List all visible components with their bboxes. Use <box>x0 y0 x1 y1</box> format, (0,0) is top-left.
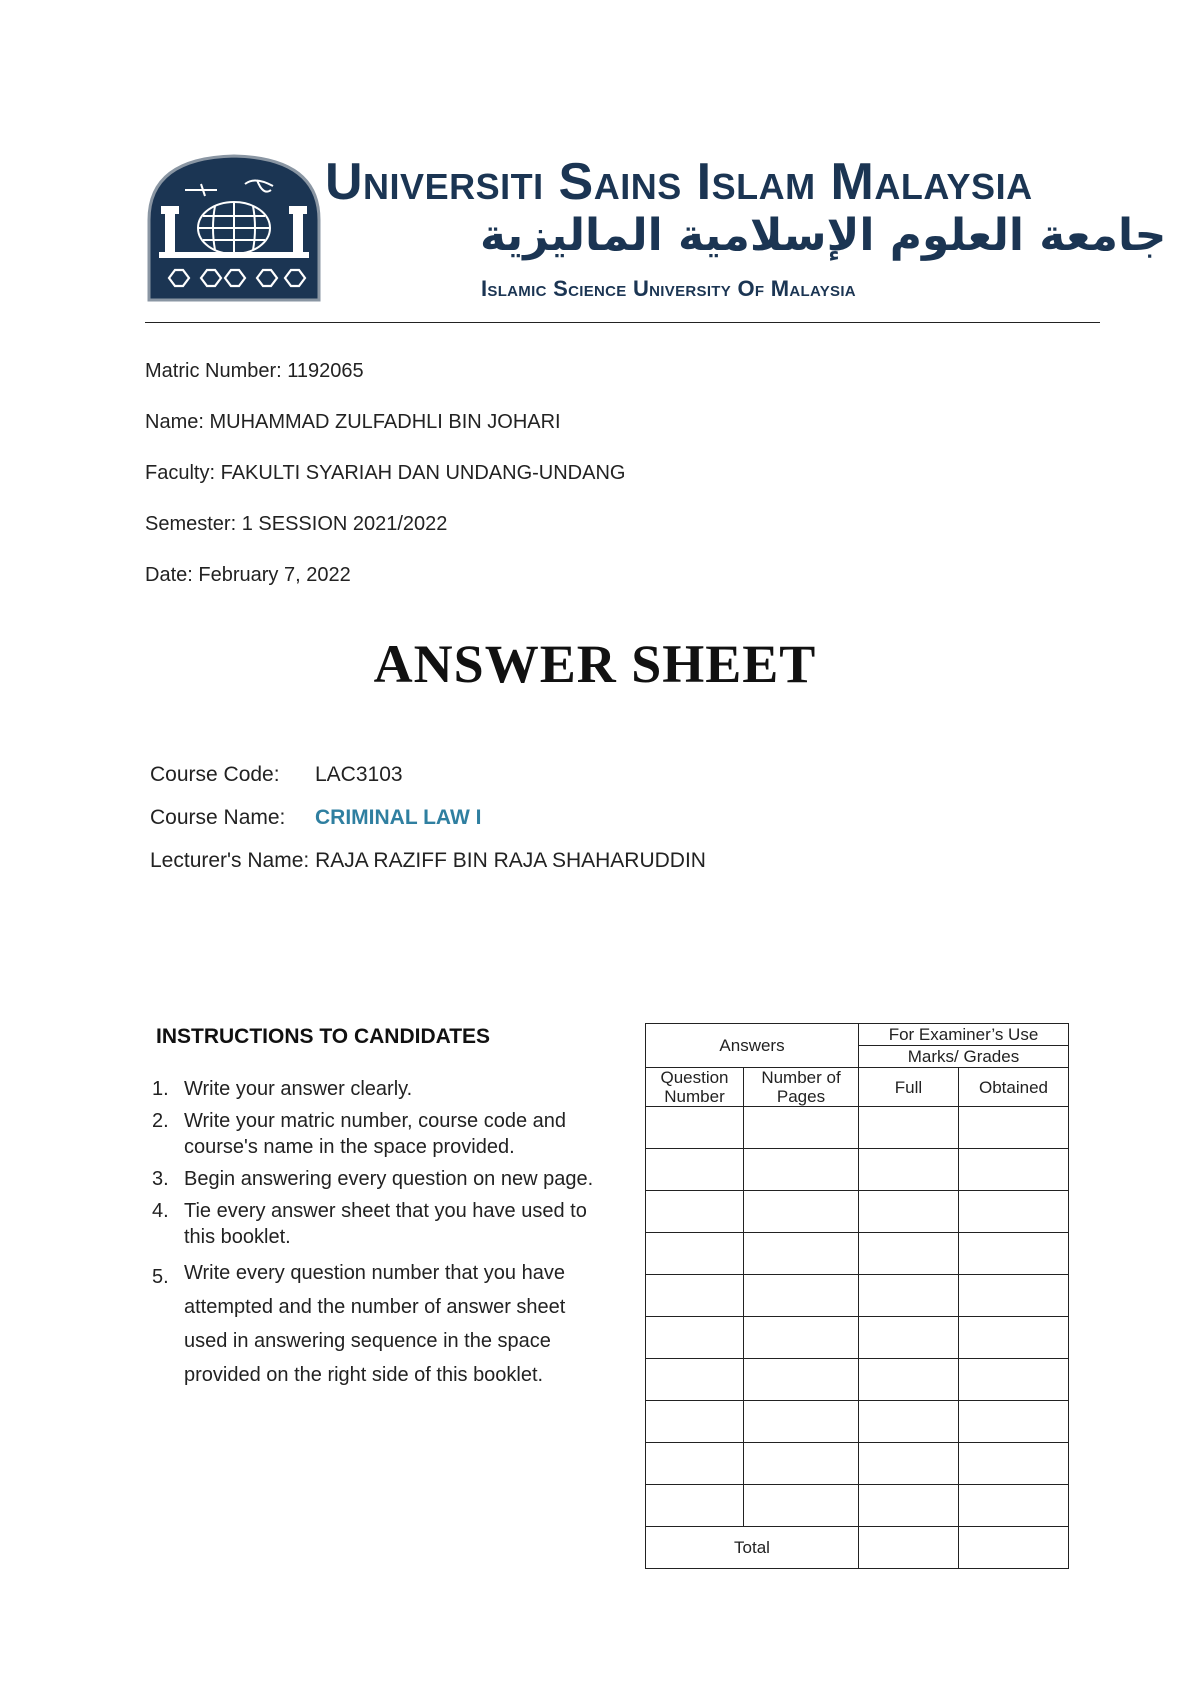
faculty-label: Faculty: <box>145 462 216 484</box>
header-divider <box>145 322 1100 323</box>
number-of-pages-cell[interactable] <box>744 1191 859 1233</box>
usim-crest-icon <box>145 150 323 303</box>
number-of-pages-cell[interactable] <box>744 1485 859 1527</box>
course-code-value: LAC3103 <box>315 763 403 786</box>
question-number-cell[interactable] <box>646 1107 744 1149</box>
question-number-cell[interactable] <box>646 1401 744 1443</box>
full-mark-cell[interactable] <box>859 1191 959 1233</box>
course-name-label: Course Name: <box>150 806 286 829</box>
table-row <box>646 1275 1069 1317</box>
total-full-cell[interactable] <box>859 1527 959 1569</box>
table-row <box>646 1485 1069 1527</box>
question-number-cell[interactable] <box>646 1149 744 1191</box>
instruction-number: 1. <box>152 1078 169 1100</box>
number-of-pages-cell[interactable] <box>744 1233 859 1275</box>
number-of-pages-cell[interactable] <box>744 1401 859 1443</box>
course-code-label: Course Code: <box>150 763 280 786</box>
marks-grades-header: Marks/ Grades <box>859 1046 1069 1068</box>
instruction-number: 2. <box>152 1110 169 1132</box>
table-row <box>646 1107 1069 1149</box>
question-number-cell[interactable] <box>646 1275 744 1317</box>
matric-label: Matric Number: <box>145 360 282 382</box>
instruction-item <box>152 1166 612 1192</box>
obtained-mark-cell[interactable] <box>959 1275 1069 1317</box>
lecturer-label: Lecturer's Name: <box>150 849 310 872</box>
faculty-value: FAKULTI SYARIAH DAN UNDANG-UNDANG <box>220 462 626 484</box>
table-row <box>646 1191 1069 1233</box>
question-number-cell[interactable] <box>646 1485 744 1527</box>
semester-row <box>145 513 447 536</box>
examiner-use-header: For Examiner’s Use <box>859 1024 1069 1046</box>
full-header: Full <box>859 1068 959 1107</box>
instruction-text: Write your matric number, course code and course's name in the space provided. <box>184 1110 567 1158</box>
name-label: Name: <box>145 411 204 433</box>
instruction-item <box>152 1256 612 1392</box>
instruction-item <box>152 1076 612 1102</box>
total-label: Total <box>646 1527 859 1569</box>
answers-table <box>645 1023 1069 1569</box>
full-mark-cell[interactable] <box>859 1485 959 1527</box>
faculty-row <box>145 462 625 485</box>
full-mark-cell[interactable] <box>859 1149 959 1191</box>
date-label: Date: <box>145 564 193 586</box>
number-of-pages-cell[interactable] <box>744 1443 859 1485</box>
full-mark-cell[interactable] <box>859 1359 959 1401</box>
obtained-header: Obtained <box>959 1068 1069 1107</box>
full-mark-cell[interactable] <box>859 1443 959 1485</box>
number-of-pages-header: Number of Pages <box>744 1068 859 1107</box>
instruction-number: 4. <box>152 1200 169 1222</box>
matric-value: 1192065 <box>287 360 364 382</box>
instructions-title: INSTRUCTIONS TO CANDIDATES <box>156 1025 491 1048</box>
instructions-list <box>152 1076 612 1392</box>
number-of-pages-cell[interactable] <box>744 1149 859 1191</box>
question-number-cell[interactable] <box>646 1317 744 1359</box>
semester-value: 1 SESSION 2021/2022 <box>241 513 448 535</box>
table-row <box>646 1317 1069 1359</box>
obtained-mark-cell[interactable] <box>959 1233 1069 1275</box>
instruction-text: Begin answering every question on new page. <box>184 1168 594 1190</box>
question-number-cell[interactable] <box>646 1443 744 1485</box>
instruction-text: Write your answer clearly. <box>184 1078 413 1100</box>
table-row <box>646 1359 1069 1401</box>
instruction-text: Tie every answer sheet that you have used to this booklet. <box>184 1200 587 1248</box>
instruction-item <box>152 1198 612 1250</box>
answer-rows <box>646 1107 1069 1527</box>
course-name-value: CRIMINAL LAW I <box>315 806 482 829</box>
question-number-cell[interactable] <box>646 1359 744 1401</box>
question-number-cell[interactable] <box>646 1191 744 1233</box>
lecturer-row <box>150 849 706 873</box>
obtained-mark-cell[interactable] <box>959 1359 1069 1401</box>
name-value: MUHAMMAD ZULFADHLI BIN JOHARI <box>209 411 561 433</box>
total-obtained-cell[interactable] <box>959 1527 1069 1569</box>
number-of-pages-cell[interactable] <box>744 1317 859 1359</box>
instruction-text: Write every question number that you have attempted and the number of answer sheet used in answering sequence in the space provided on the right side of this booklet. <box>184 1262 566 1386</box>
date-row <box>145 564 351 587</box>
full-mark-cell[interactable] <box>859 1317 959 1359</box>
table-row <box>646 1443 1069 1485</box>
obtained-mark-cell[interactable] <box>959 1317 1069 1359</box>
number-of-pages-cell[interactable] <box>744 1275 859 1317</box>
question-number-header: Question Number <box>646 1068 744 1107</box>
lecturer-value: RAJA RAZIFF BIN RAJA SHAHARUDDIN <box>315 849 706 872</box>
obtained-mark-cell[interactable] <box>959 1107 1069 1149</box>
answers-header: Answers <box>646 1024 859 1068</box>
obtained-mark-cell[interactable] <box>959 1485 1069 1527</box>
number-of-pages-cell[interactable] <box>744 1107 859 1149</box>
table-row <box>646 1149 1069 1191</box>
university-name: Universiti Sains Islam Malaysia <box>325 153 1033 211</box>
name-row <box>145 411 561 434</box>
instruction-item <box>152 1108 612 1160</box>
instruction-number: 5. <box>152 1266 169 1288</box>
instruction-number: 3. <box>152 1168 169 1190</box>
full-mark-cell[interactable] <box>859 1275 959 1317</box>
page-title: ANSWER SHEET <box>373 634 817 694</box>
obtained-mark-cell[interactable] <box>959 1401 1069 1443</box>
date-value: February 7, 2022 <box>198 564 351 586</box>
university-name-english: Islamic Science University Of Malaysia <box>481 276 856 301</box>
full-mark-cell[interactable] <box>859 1233 959 1275</box>
table-row <box>646 1401 1069 1443</box>
question-number-cell[interactable] <box>646 1233 744 1275</box>
full-mark-cell[interactable] <box>859 1401 959 1443</box>
obtained-mark-cell[interactable] <box>959 1191 1069 1233</box>
table-row <box>646 1233 1069 1275</box>
matric-number-row <box>145 360 364 383</box>
university-name-arabic: جامعة العلوم الإسلامية الماليزية <box>480 210 1167 261</box>
semester-label: Semester: <box>145 513 237 535</box>
full-mark-cell[interactable] <box>859 1107 959 1149</box>
obtained-mark-cell[interactable] <box>959 1149 1069 1191</box>
number-of-pages-cell[interactable] <box>744 1359 859 1401</box>
obtained-mark-cell[interactable] <box>959 1443 1069 1485</box>
